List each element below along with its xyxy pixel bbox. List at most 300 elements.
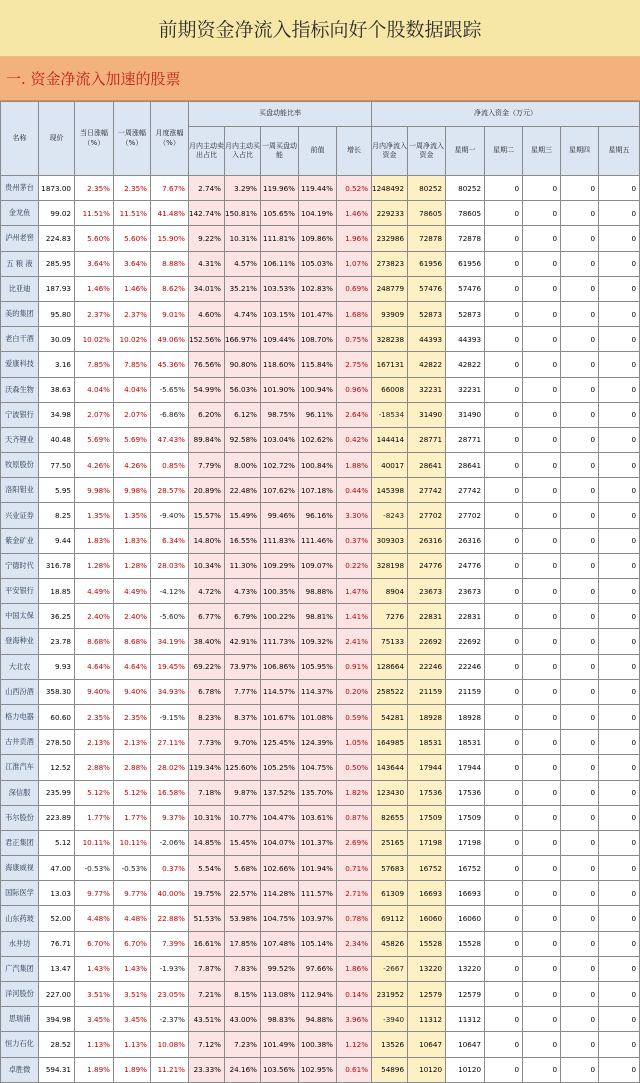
cell-prev-value: 101.47% [299, 301, 337, 326]
cell-week-change: 4.48% [114, 906, 151, 931]
cell-month-buy: 22.48% [225, 478, 261, 503]
cell-name: 贵州茅台 [1, 176, 39, 201]
cell-month-sell: 51.53% [189, 906, 225, 931]
cell-week-inflow: 11312 [408, 1007, 446, 1032]
cell-monday: 10120 [446, 1057, 485, 1082]
cell-prev-value: 111.46% [299, 528, 337, 553]
table-row [1, 654, 640, 679]
cell-price: 95.80 [39, 301, 75, 326]
cell-tuesday: 0 [485, 352, 523, 377]
cell-week-buy-momentum: 103.15% [261, 301, 299, 326]
cell-thursday: 0 [561, 453, 599, 478]
cell-prev-value: 109.07% [299, 553, 337, 578]
cell-week-buy-momentum: 111.83% [261, 528, 299, 553]
table-row [1, 755, 640, 780]
cell-prev-value: 101.37% [299, 830, 337, 855]
cell-monday: 16060 [446, 906, 485, 931]
cell-month-buy: 42.91% [225, 629, 261, 654]
table-row [1, 327, 640, 352]
cell-day-change: 5.60% [75, 226, 114, 251]
table-header [1, 102, 640, 176]
cell-day-change: 1.13% [75, 1032, 114, 1057]
cell-thursday: 0 [561, 528, 599, 553]
cell-month-inflow: 54896 [372, 1057, 408, 1082]
header-thursday: 星期四 [561, 127, 599, 176]
cell-month-sell: 76.56% [189, 352, 225, 377]
header-friday: 星期五 [599, 127, 640, 176]
table-row [1, 956, 640, 981]
cell-week-inflow: 80252 [408, 176, 446, 201]
cell-prev-value: 119.44% [299, 176, 337, 201]
table-row [1, 453, 640, 478]
cell-day-change: 1.83% [75, 528, 114, 553]
cell-growth: 1.07% [337, 251, 372, 276]
cell-wednesday: 0 [523, 176, 561, 201]
cell-prev-value: 100.94% [299, 377, 337, 402]
cell-price: 8.25 [39, 503, 75, 528]
cell-month-inflow: 144414 [372, 427, 408, 452]
cell-month-buy: 73.97% [225, 654, 261, 679]
cell-week-inflow: 17536 [408, 780, 446, 805]
cell-wednesday: 0 [523, 1057, 561, 1082]
cell-week-buy-momentum: 106.11% [261, 251, 299, 276]
cell-month-inflow: 145398 [372, 478, 408, 503]
cell-growth: 2.69% [337, 830, 372, 855]
cell-week-inflow: 23673 [408, 579, 446, 604]
cell-monday: 52873 [446, 301, 485, 326]
cell-thursday: 0 [561, 1057, 599, 1082]
cell-week-inflow: 17198 [408, 830, 446, 855]
cell-month-sell: 119.34% [189, 755, 225, 780]
cell-week-buy-momentum: 107.62% [261, 478, 299, 503]
cell-thursday: 0 [561, 327, 599, 352]
cell-month-inflow: 309303 [372, 528, 408, 553]
cell-week-buy-momentum: 105.25% [261, 755, 299, 780]
cell-monday: 21159 [446, 679, 485, 704]
cell-prev-value: 104.19% [299, 201, 337, 226]
cell-week-change: 1.77% [114, 805, 151, 830]
cell-month-buy: 7.83% [225, 956, 261, 981]
cell-prev-value: 102.62% [299, 427, 337, 452]
cell-month-sell: 19.75% [189, 881, 225, 906]
cell-tuesday: 0 [485, 1007, 523, 1032]
cell-name: 山西汾酒 [1, 679, 39, 704]
table-row [1, 276, 640, 301]
cell-month-change: 6.34% [151, 528, 189, 553]
cell-tuesday: 0 [485, 528, 523, 553]
cell-friday: 0 [599, 604, 640, 629]
cell-week-change: 3.64% [114, 251, 151, 276]
cell-monday: 10647 [446, 1032, 485, 1057]
cell-monday: 57476 [446, 276, 485, 301]
cell-monday: 72878 [446, 226, 485, 251]
cell-week-change: 4.49% [114, 579, 151, 604]
cell-tuesday: 0 [485, 251, 523, 276]
cell-friday: 0 [599, 301, 640, 326]
cell-tuesday: 0 [485, 1032, 523, 1057]
cell-month-sell: 10.31% [189, 805, 225, 830]
cell-day-change: 9.40% [75, 679, 114, 704]
cell-friday: 0 [599, 982, 640, 1007]
cell-growth: 1.86% [337, 956, 372, 981]
table-row [1, 579, 640, 604]
header-group-buy-ratio: 买盘动能比率 [189, 102, 372, 127]
cell-tuesday: 0 [485, 830, 523, 855]
cell-prev-value: 105.14% [299, 931, 337, 956]
cell-day-change: 2.37% [75, 301, 114, 326]
cell-name: 大北农 [1, 654, 39, 679]
cell-week-inflow: 13220 [408, 956, 446, 981]
cell-friday: 0 [599, 780, 640, 805]
cell-price: 18.85 [39, 579, 75, 604]
cell-tuesday: 0 [485, 856, 523, 881]
cell-growth: 0.42% [337, 427, 372, 452]
cell-name: 恒力石化 [1, 1032, 39, 1057]
cell-week-inflow: 17944 [408, 755, 446, 780]
cell-thursday: 0 [561, 503, 599, 528]
cell-wednesday: 0 [523, 956, 561, 981]
cell-month-inflow: 75133 [372, 629, 408, 654]
cell-month-buy: 90.80% [225, 352, 261, 377]
cell-month-buy: 4.73% [225, 579, 261, 604]
cell-month-sell: 6.78% [189, 679, 225, 704]
cell-month-inflow: -3940 [372, 1007, 408, 1032]
cell-wednesday: 0 [523, 654, 561, 679]
cell-tuesday: 0 [485, 730, 523, 755]
cell-wednesday: 0 [523, 503, 561, 528]
header-price: 现价 [39, 102, 75, 176]
cell-wednesday: 0 [523, 1032, 561, 1057]
cell-prev-value: 109.86% [299, 226, 337, 251]
cell-week-inflow: 24776 [408, 553, 446, 578]
cell-month-buy: 43.00% [225, 1007, 261, 1032]
cell-day-change: 3.45% [75, 1007, 114, 1032]
cell-prev-value: 98.81% [299, 604, 337, 629]
cell-tuesday: 0 [485, 478, 523, 503]
header-month-sell: 月内主动卖出占比 [189, 127, 225, 176]
cell-friday: 0 [599, 654, 640, 679]
cell-price: 30.09 [39, 327, 75, 352]
cell-prev-value: 112.94% [299, 982, 337, 1007]
cell-name: 宁波银行 [1, 402, 39, 427]
cell-month-sell: 6.77% [189, 604, 225, 629]
cell-week-inflow: 27702 [408, 503, 446, 528]
cell-tuesday: 0 [485, 1057, 523, 1082]
cell-friday: 0 [599, 528, 640, 553]
cell-month-sell: 20.89% [189, 478, 225, 503]
cell-name: 山东药玻 [1, 906, 39, 931]
cell-week-change: 10.11% [114, 830, 151, 855]
cell-monday: 16693 [446, 881, 485, 906]
table-row [1, 604, 640, 629]
cell-month-sell: 34.01% [189, 276, 225, 301]
cell-week-buy-momentum: 118.60% [261, 352, 299, 377]
cell-week-inflow: 28771 [408, 427, 446, 452]
cell-month-buy: 22.57% [225, 881, 261, 906]
cell-prev-value: 124.39% [299, 730, 337, 755]
header-month-inflow: 月内净流入资金 [372, 127, 408, 176]
cell-week-buy-momentum: 104.75% [261, 906, 299, 931]
cell-monday: 28771 [446, 427, 485, 452]
cell-month-buy: 15.49% [225, 503, 261, 528]
cell-price: 28.52 [39, 1032, 75, 1057]
cell-tuesday: 0 [485, 201, 523, 226]
cell-wednesday: 0 [523, 604, 561, 629]
cell-week-change: 1.89% [114, 1057, 151, 1082]
cell-month-buy: 35.21% [225, 276, 261, 301]
cell-thursday: 0 [561, 427, 599, 452]
cell-month-inflow: 143644 [372, 755, 408, 780]
cell-monday: 16752 [446, 856, 485, 881]
cell-prev-value: 104.75% [299, 755, 337, 780]
cell-friday: 0 [599, 427, 640, 452]
cell-prev-value: 98.88% [299, 579, 337, 604]
cell-wednesday: 0 [523, 856, 561, 881]
cell-tuesday: 0 [485, 301, 523, 326]
cell-friday: 0 [599, 176, 640, 201]
cell-thursday: 0 [561, 730, 599, 755]
cell-growth: 1.46% [337, 201, 372, 226]
cell-friday: 0 [599, 881, 640, 906]
table-row [1, 352, 640, 377]
cell-day-change: 1.28% [75, 553, 114, 578]
cell-day-change: 10.02% [75, 327, 114, 352]
cell-price: 52.00 [39, 906, 75, 931]
cell-growth: 0.37% [337, 528, 372, 553]
cell-week-inflow: 15528 [408, 931, 446, 956]
cell-wednesday: 0 [523, 1007, 561, 1032]
cell-week-inflow: 17509 [408, 805, 446, 830]
cell-month-buy: 24.16% [225, 1057, 261, 1082]
cell-day-change: 10.11% [75, 830, 114, 855]
cell-week-buy-momentum: 106.86% [261, 654, 299, 679]
header-growth: 增长 [337, 127, 372, 176]
cell-wednesday: 0 [523, 478, 561, 503]
table-row [1, 176, 640, 201]
cell-week-buy-momentum: 102.66% [261, 856, 299, 881]
cell-month-buy: 8.15% [225, 982, 261, 1007]
cell-price: 224.83 [39, 226, 75, 251]
cell-thursday: 0 [561, 226, 599, 251]
cell-wednesday: 0 [523, 301, 561, 326]
cell-month-sell: 69.22% [189, 654, 225, 679]
cell-month-change: -6.86% [151, 402, 189, 427]
cell-month-sell: 23.33% [189, 1057, 225, 1082]
cell-month-change: -5.65% [151, 377, 189, 402]
cell-month-change: 49.06% [151, 327, 189, 352]
cell-month-inflow: 328198 [372, 553, 408, 578]
cell-week-buy-momentum: 103.56% [261, 1057, 299, 1082]
cell-month-sell: 4.72% [189, 579, 225, 604]
cell-monday: 12579 [446, 982, 485, 1007]
cell-growth: 0.52% [337, 176, 372, 201]
cell-day-change: 5.69% [75, 427, 114, 452]
cell-week-inflow: 21159 [408, 679, 446, 704]
cell-wednesday: 0 [523, 528, 561, 553]
cell-friday: 0 [599, 856, 640, 881]
cell-month-sell: 5.54% [189, 856, 225, 881]
cell-price: 394.98 [39, 1007, 75, 1032]
cell-month-change: 16.58% [151, 780, 189, 805]
cell-growth: 1.41% [337, 604, 372, 629]
cell-thursday: 0 [561, 402, 599, 427]
cell-thursday: 0 [561, 931, 599, 956]
cell-growth: 0.87% [337, 805, 372, 830]
cell-week-inflow: 16752 [408, 856, 446, 881]
cell-growth: 0.14% [337, 982, 372, 1007]
cell-tuesday: 0 [485, 503, 523, 528]
cell-price: 187.93 [39, 276, 75, 301]
cell-month-buy: 16.55% [225, 528, 261, 553]
cell-name: 泸州老窖 [1, 226, 39, 251]
cell-friday: 0 [599, 503, 640, 528]
cell-thursday: 0 [561, 478, 599, 503]
cell-week-buy-momentum: 114.57% [261, 679, 299, 704]
cell-month-change: 15.90% [151, 226, 189, 251]
cell-month-sell: 38.40% [189, 629, 225, 654]
cell-day-change: 2.13% [75, 730, 114, 755]
cell-wednesday: 0 [523, 730, 561, 755]
cell-tuesday: 0 [485, 805, 523, 830]
cell-week-inflow: 18531 [408, 730, 446, 755]
cell-month-buy: 11.30% [225, 553, 261, 578]
cell-week-inflow: 22831 [408, 604, 446, 629]
cell-tuesday: 0 [485, 881, 523, 906]
cell-month-sell: 10.34% [189, 553, 225, 578]
cell-month-buy: 5.68% [225, 856, 261, 881]
table-row [1, 780, 640, 805]
cell-wednesday: 0 [523, 906, 561, 931]
cell-friday: 0 [599, 402, 640, 427]
cell-week-change: 10.02% [114, 327, 151, 352]
cell-tuesday: 0 [485, 755, 523, 780]
cell-growth: 0.61% [337, 1057, 372, 1082]
cell-month-change: 0.37% [151, 856, 189, 881]
cell-week-change: 2.40% [114, 604, 151, 629]
cell-month-change: -1.93% [151, 956, 189, 981]
cell-day-change: 8.68% [75, 629, 114, 654]
cell-week-inflow: 72878 [408, 226, 446, 251]
cell-day-change: 2.40% [75, 604, 114, 629]
cell-month-inflow: 273823 [372, 251, 408, 276]
cell-growth: 2.64% [337, 402, 372, 427]
cell-day-change: 4.26% [75, 453, 114, 478]
cell-friday: 0 [599, 377, 640, 402]
cell-friday: 0 [599, 805, 640, 830]
cell-monday: 23673 [446, 579, 485, 604]
cell-week-inflow: 42822 [408, 352, 446, 377]
cell-growth: 0.75% [337, 327, 372, 352]
cell-growth: 0.78% [337, 906, 372, 931]
cell-month-buy: 10.77% [225, 805, 261, 830]
table-row [1, 906, 640, 931]
cell-friday: 0 [599, 830, 640, 855]
cell-name: 美的集团 [1, 301, 39, 326]
cell-week-buy-momentum: 103.53% [261, 276, 299, 301]
cell-wednesday: 0 [523, 679, 561, 704]
cell-week-buy-momentum: 109.29% [261, 553, 299, 578]
cell-month-change: 23.05% [151, 982, 189, 1007]
cell-month-change: 27.11% [151, 730, 189, 755]
cell-friday: 0 [599, 906, 640, 931]
cell-thursday: 0 [561, 654, 599, 679]
cell-friday: 0 [599, 453, 640, 478]
cell-month-inflow: 229233 [372, 201, 408, 226]
cell-prev-value: 101.08% [299, 704, 337, 729]
cell-thursday: 0 [561, 604, 599, 629]
cell-price: 1873.00 [39, 176, 75, 201]
cell-prev-value: 103.97% [299, 906, 337, 931]
cell-week-buy-momentum: 98.75% [261, 402, 299, 427]
stock-table [0, 101, 640, 1083]
cell-prev-value: 105.95% [299, 654, 337, 679]
cell-monday: 61956 [446, 251, 485, 276]
cell-thursday: 0 [561, 251, 599, 276]
cell-week-buy-momentum: 102.72% [261, 453, 299, 478]
cell-week-inflow: 16693 [408, 881, 446, 906]
header-wednesday: 星期三 [523, 127, 561, 176]
cell-week-inflow: 22692 [408, 629, 446, 654]
cell-price: 23.78 [39, 629, 75, 654]
cell-prev-value: 135.70% [299, 780, 337, 805]
cell-month-buy: 3.29% [225, 176, 261, 201]
cell-month-change: 7.39% [151, 931, 189, 956]
cell-price: 34.98 [39, 402, 75, 427]
cell-month-buy: 15.45% [225, 830, 261, 855]
cell-week-inflow: 27742 [408, 478, 446, 503]
cell-friday: 0 [599, 226, 640, 251]
cell-monday: 26316 [446, 528, 485, 553]
cell-week-change: 9.40% [114, 679, 151, 704]
cell-thursday: 0 [561, 352, 599, 377]
cell-week-change: 5.69% [114, 427, 151, 452]
cell-week-buy-momentum: 101.90% [261, 377, 299, 402]
cell-month-sell: 9.22% [189, 226, 225, 251]
cell-month-inflow: 258522 [372, 679, 408, 704]
cell-tuesday: 0 [485, 629, 523, 654]
cell-month-inflow: 82655 [372, 805, 408, 830]
cell-week-change: 2.37% [114, 301, 151, 326]
cell-tuesday: 0 [485, 427, 523, 452]
cell-thursday: 0 [561, 201, 599, 226]
cell-name: 平安银行 [1, 579, 39, 604]
cell-name: 中国太保 [1, 604, 39, 629]
cell-month-inflow: 13526 [372, 1032, 408, 1057]
cell-day-change: 7.85% [75, 352, 114, 377]
header-name: 名称 [1, 102, 39, 176]
cell-wednesday: 0 [523, 553, 561, 578]
cell-tuesday: 0 [485, 956, 523, 981]
cell-month-sell: 7.18% [189, 780, 225, 805]
cell-month-change: 47.43% [151, 427, 189, 452]
cell-tuesday: 0 [485, 276, 523, 301]
cell-week-change: 8.68% [114, 629, 151, 654]
cell-friday: 0 [599, 478, 640, 503]
cell-monday: 32231 [446, 377, 485, 402]
cell-month-sell: 14.85% [189, 830, 225, 855]
cell-week-inflow: 12579 [408, 982, 446, 1007]
cell-month-inflow: 7276 [372, 604, 408, 629]
cell-tuesday: 0 [485, 654, 523, 679]
cell-price: 278.50 [39, 730, 75, 755]
cell-month-sell: 7.79% [189, 453, 225, 478]
cell-monday: 22831 [446, 604, 485, 629]
cell-growth: 0.44% [337, 478, 372, 503]
cell-price: 285.95 [39, 251, 75, 276]
cell-prev-value: 107.18% [299, 478, 337, 503]
cell-month-sell: 16.61% [189, 931, 225, 956]
cell-growth: 2.41% [337, 629, 372, 654]
